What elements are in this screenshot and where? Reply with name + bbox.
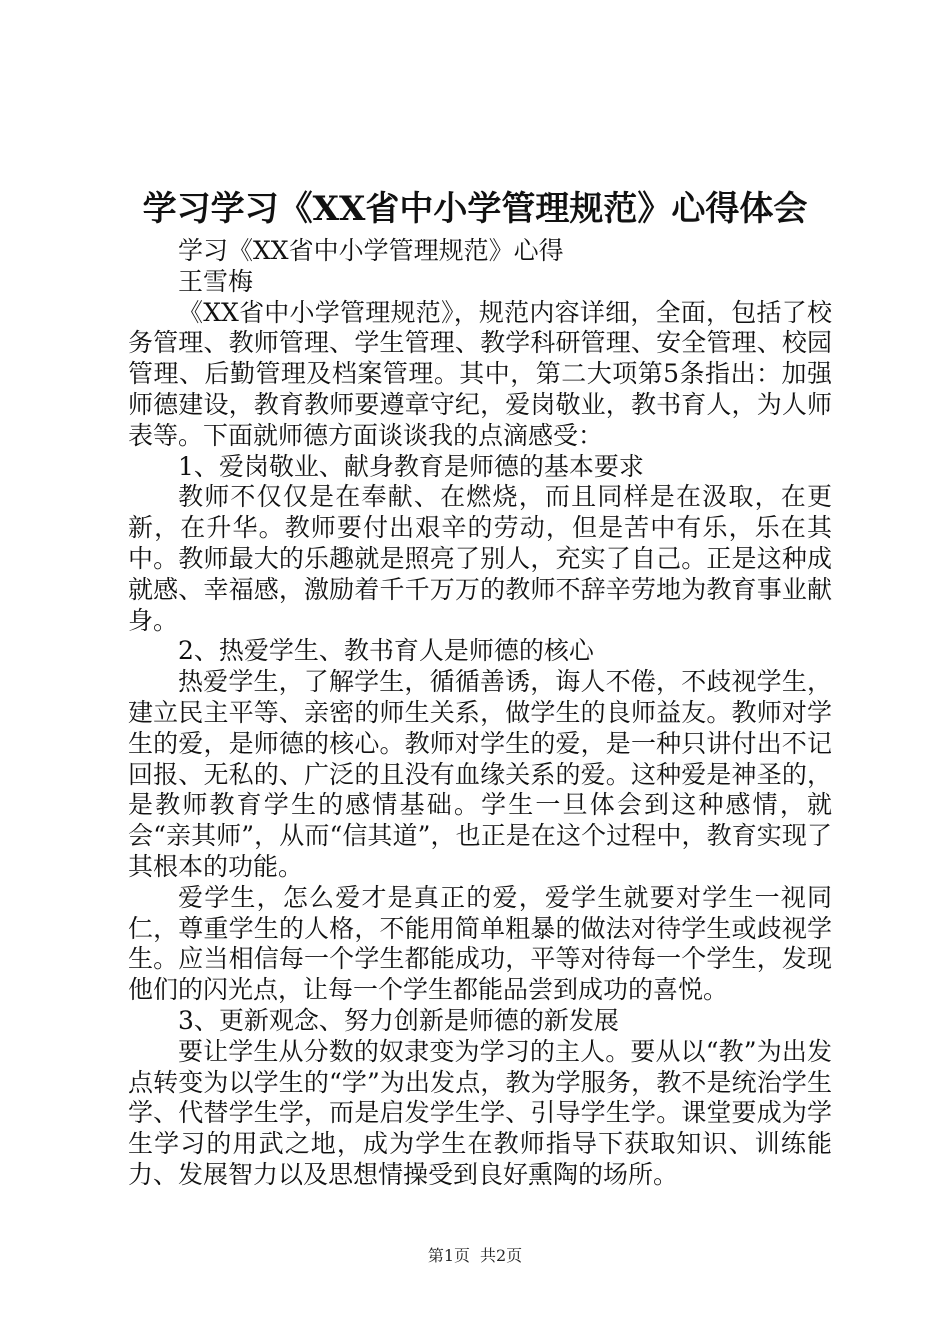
paragraph-section-1: 教师不仅仅是在奉献、在燃烧，而且同样是在汲取，在更新，在升华。教师要付出艰辛的劳动，但是苦中有乐，乐在其中。教师最大的乐趣就是照亮了别人，充实了自己。正是这种成就感、幸福感，激励着千千万万的教师不辞辛劳地为教育事业献身。 bbox=[128, 482, 832, 635]
paragraph-section-2a: 热爱学生，了解学生，循循善诱，诲人不倦，不歧视学生，建立民主平等、亲密的师生关系，做学生的良师益友。教师对学生的爱，是师德的核心。教师对学生的爱，是一种只讲付出不记回报、无私的、广泛的且没有血缘关系的爱。这种爱是神圣的，是教师教育学生的感情基础。学生一旦体会到这种感情，就会“亲其师”，从而“信其道”，也正是在这个过程中，教育实现了其根本的功能。 bbox=[128, 667, 832, 881]
paragraph-section-2b: 爱学生，怎么爱才是真正的爱，爱学生就要对学生一视同仁，尊重学生的人格，不能用简单粗暴的做法对待学生或歧视学生。应当相信每一个学生都能成功，平等对待每一个学生，发现他们的闪光点，让每一个学生都能品尝到成功的喜悦。 bbox=[128, 882, 832, 1005]
section-heading-1: 1、爱岗敬业、献身教育是师德的基本要求 bbox=[178, 451, 644, 481]
document-subtitle: 学习《XX省中小学管理规范》心得 bbox=[178, 236, 564, 265]
paragraph-section-3: 要让学生从分数的奴隶变为学习的主人。要从以“教”为出发点转变为以学生的“学”为出发点，教为学服务，教不是统治学生学、代替学生学，而是启发学生学、引导学生学。课堂要成为学生学习的用武之地，成为学生在教师指导下获取知识、训练能力、发展智力以及思想情操受到良好熏陶的场所。 bbox=[128, 1036, 832, 1189]
page-footer bbox=[0, 1244, 950, 1268]
page-total: 共2页 bbox=[480, 1246, 523, 1265]
page-number: 第1页 bbox=[427, 1246, 470, 1265]
paragraph-intro: 《XX省中小学管理规范》，规范内容详细，全面，包括了校务管理、教师管理、学生管理、教学科研管理、安全管理、校园管理、后勤管理及档案管理。其中，第二大项第5条指出：加强师德建设，教育教师要遵章守纪，爱岗敬业，教书育人，为人师表等。下面就师德方面谈谈我的点滴感受： bbox=[128, 297, 832, 450]
document-title: 学习学习《XX省中小学管理规范》心得体会 bbox=[142, 189, 808, 229]
document-author: 王雪梅 bbox=[178, 266, 254, 296]
section-heading-2: 2、热爱学生、教书育人是师德的核心 bbox=[178, 636, 594, 666]
document-body bbox=[128, 236, 832, 1191]
section-heading-3: 3、更新观念、努力创新是师德的新发展 bbox=[178, 1005, 619, 1035]
